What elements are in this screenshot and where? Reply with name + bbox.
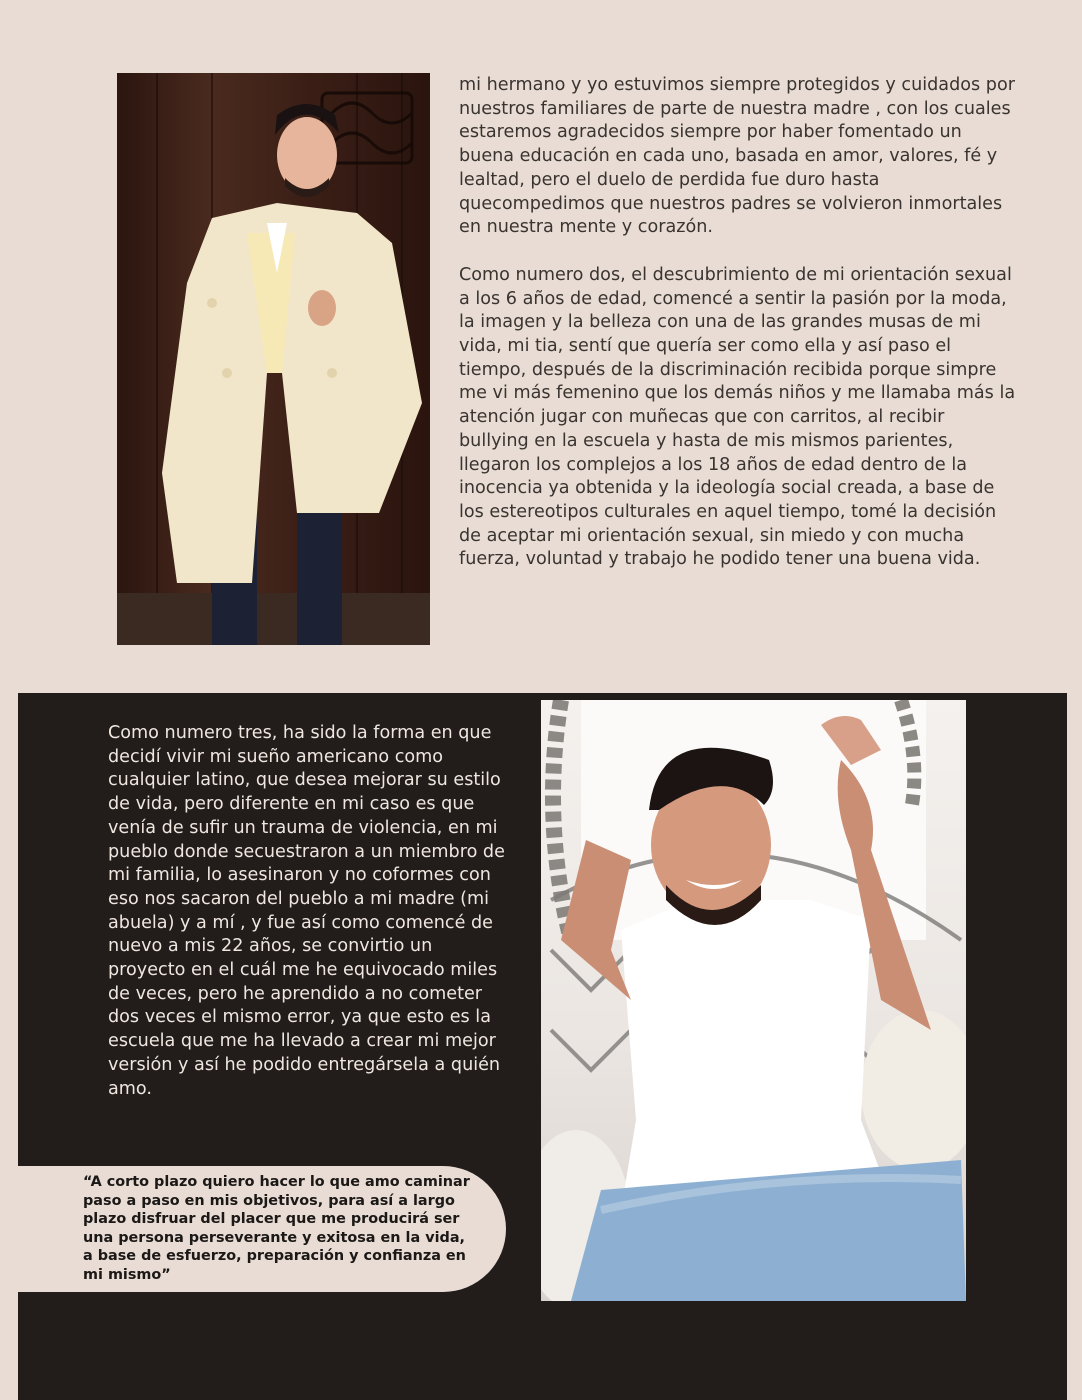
pull-quote: “A corto plazo quiero hacer lo que amo caminar paso a paso en mis objetivos, para así a largo plazo disfruar del placer que me producirá ser una persona perseverante y exitosa en la vida, a base de esfuerzo, preparación y confianza en mi mismo” [83, 1174, 470, 1283]
portrait-photo-white-tshirt [541, 700, 966, 1301]
paragraph-family: mi hermano y yo estuvimos siempre protegidos y cuidados por nuestros familiares de parte de nuestra madre , con los cuales estaremos agradecidos siempre por haber fomentado un buena educación en cada uno, basada en amor, valores, fé y lealtad, pero el duelo de perdida fue duro hasta quecompedimos que nuestros padres se volvieron inmortales en nuestra mente y corazón. [459, 75, 1015, 238]
story-text-top [459, 74, 1019, 596]
paragraph-american-dream: Como numero tres, ha sido la forma en que decidí vivir mi sueño americano como cualquier latino, que desea mejorar su estilo de vida, pero diferente en mi caso es que venía de sufir un trauma de violencia, en mi pueblo donde secuestraron a un miembro de mi familia, lo asesinaron y no coformes con eso nos sacaron del pueblo a mi madre (mi abuela) y a mí , y fue así como comencé de nuevo a mis 22 años, se convirtio un proyecto en el cuál me he equivocado miles de veces, pero he aprendido a no cometer dos veces el mismo error, ya que esto es la escuela que me ha llevado a crear mi mejor versión y así he podido entregársela a quién amo. [108, 723, 505, 1099]
portrait-photo-cream-coat [117, 73, 430, 645]
portrait-illustration-bottom [541, 700, 966, 1301]
portrait-illustration-top [117, 73, 430, 645]
paragraph-orientation: Como numero dos, el descubrimiento de mi orientación sexual a los 6 años de edad, comencé a sentir la pasión por la moda, la imagen y la belleza con una de las grandes musas de mi vida, mi tia, sentí que quería ser como ella y así paso el tiempo, después de la discriminación recibida porque simpre me vi más femenino que los demás niños y me llamaba más la atención jugar con muñecas que con carritos, al recibir bullying en la escuela y hasta de mis mismos parientes, llegaron los complejos a los 18 años de edad dentro de la inocencia ya obtenida y la ideología social creada, a base de los estereotipos culturales en aquel tiempo, tomé la decisión de aceptar mi orientación sexual, sin miedo y con mucha fuerza, voluntad y trabajo he podido tener una buena vida. [459, 264, 1016, 570]
